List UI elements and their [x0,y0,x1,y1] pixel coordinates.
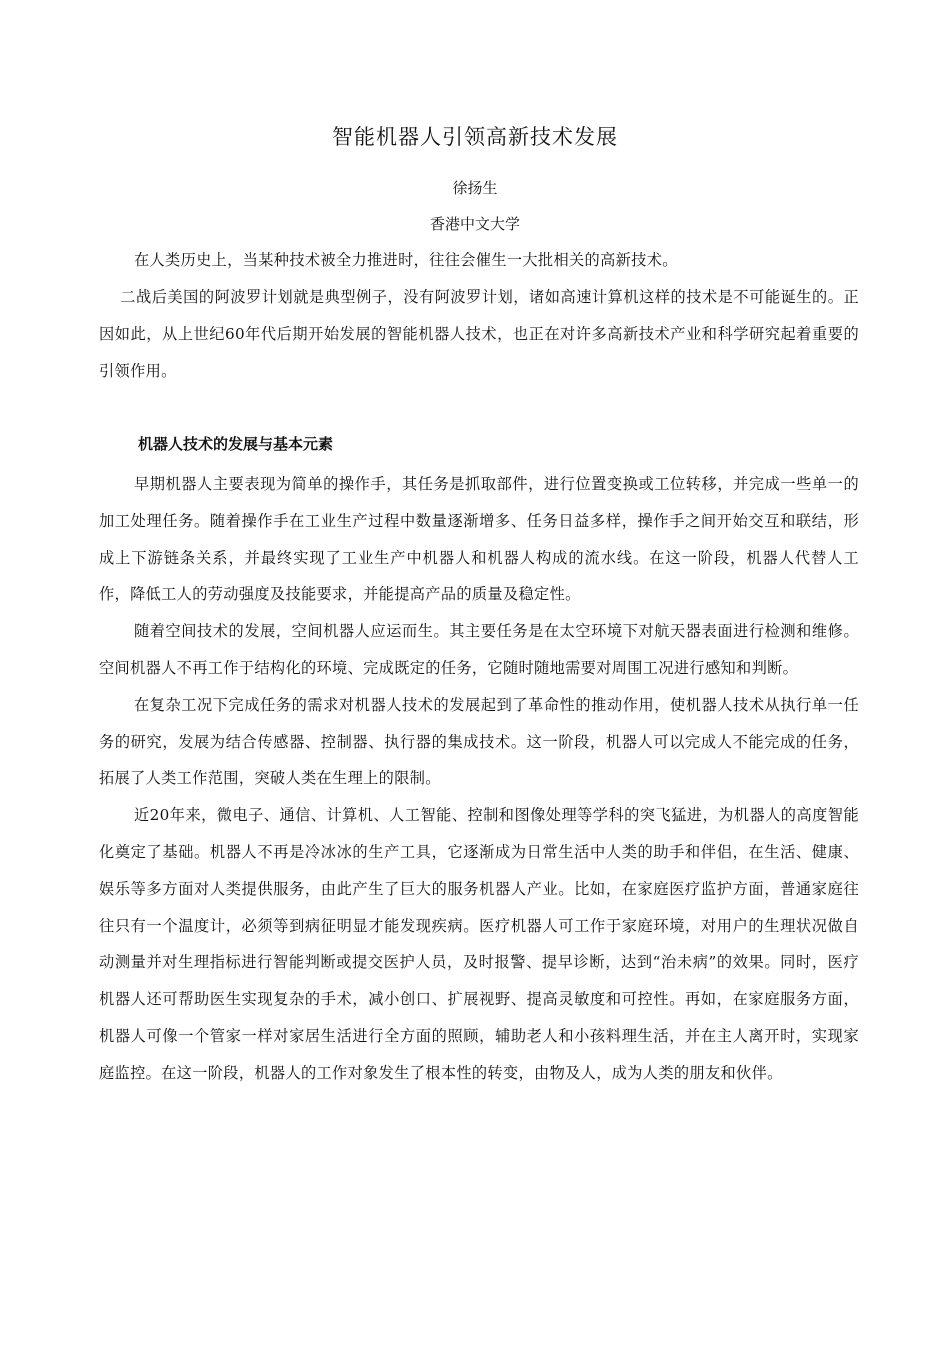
body-paragraph: 在复杂工况下完成任务的需求对机器人技术的发展起到了革命性的推动作用，使机器人技术从执行单一任务的研究，发展为结合传感器、控制器、执行器的集成技术。这一阶段，机器人可以完成人不能完成的任务，拓展了人类工作范围，突破人类在生理上的限制。 [99,695,859,788]
author-name: 徐扬生 [452,179,498,197]
body-paragraph: 早期机器人主要表现为简单的操作手，其任务是抓取部件，进行位置变换或工位转移，并完成一些单一的加工处理任务。随着操作手在工业生产过程中数量逐渐增多、任务日益多样，操作手之间开始交互和联结，形成上下游链条关系，并最终实现了工业生产中机器人和机器人构成的流水线。在这一阶段，机器人代替人工作，降低工人的劳动强度及技能要求，并能提高产品的质量及稳定性。 [99,475,859,604]
section-development [99,430,859,1092]
intro-block [99,245,859,389]
intro-paragraph: 二战后美国的阿波罗计划就是典型例子，没有阿波罗计划，诸如高速计算机这样的技术是不可能诞生的。正因如此，从上世纪60年代后期开始发展的智能机器人技术，也正在对许多高新技术产业和科学研究起着重要的引领作用。 [99,288,859,380]
section-heading: 机器人技术的发展与基本元素 [138,435,334,453]
body-paragraph: 随着空间技术的发展，空间机器人应运而生。其主要任务是在太空环境下对航天器表面进行检测和维修。空间机器人不再工作于结构化的环境、完成既定的任务，它随时随地需要对周围工况进行感知和判断。 [99,622,859,677]
author-affiliation: 香港中文大学 [429,215,520,233]
intro-paragraph: 在人类历史上，当某种技术被全力推进时，往往会催生一大批相关的高新技术。 [133,251,678,269]
body-paragraph: 近20年来，微电子、通信、计算机、人工智能、控制和图像处理等学科的突飞猛进，为机器人的高度智能化奠定了基础。机器人不再是冷冰冰的生产工具，它逐渐成为日常生活中人类的助手和伴侣，在生活、健康、娱乐等多方面对人类提供服务，由此产生了巨大的服务机器人产业。比如，在家庭医疗监护方面，普通家庭往往只有一个温度计，必须等到病征明显才能发现疾病。医疗机器人可工作于家庭环境，对用户的生理状况做自动测量并对生理指标进行智能判断或提交医护人员，及时报警、提早诊断，达到“治未病”的效果。同时，医疗机器人还可帮助医生实现复杂的手术，减小创口、扩展视野、提高灵敏度和可控性。再如，在家庭服务方面，机器人可像一个管家一样对家居生活进行全方面的照顾，辅助老人和小孩料理生活，并在主人离开时，实现家庭监控。在这一阶段，机器人的工作对象发生了根本性的转变，由物及人，成为人类的朋友和伙伴。 [99,806,859,1082]
document-title: 智能机器人引领高新技术发展 [332,125,618,149]
